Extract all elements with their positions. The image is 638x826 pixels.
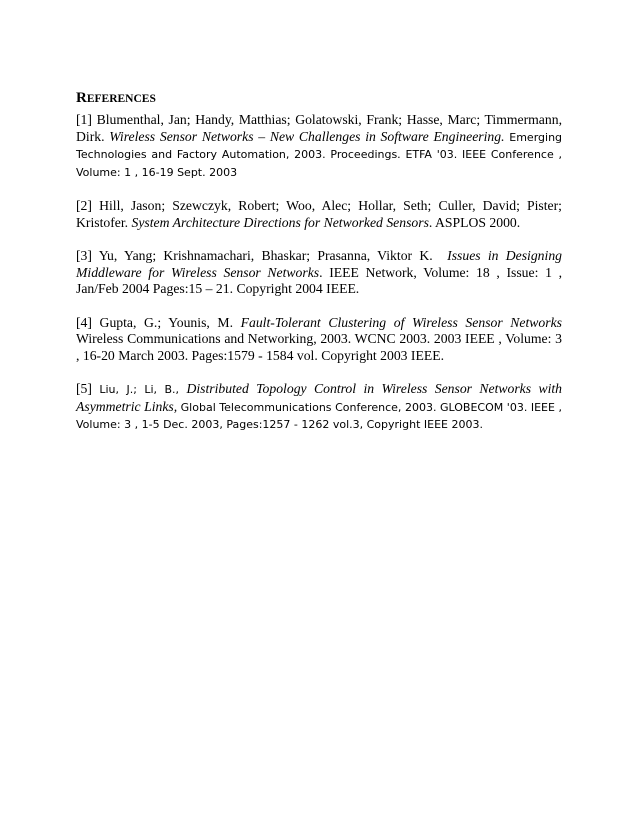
reference-3-venue: . IEEE Network, Volume: 18 , Issue: 1 , Jan/Feb 2004 Pages:15 – 21. Copyright 2004 IEEE. (76, 264, 562, 296)
reference-4-authors: [4] Gupta, G.; Younis, M. (76, 314, 234, 330)
reference-4-title: Fault-Tolerant Clustering of Wireless Sensor Networks (240, 314, 563, 330)
reference-4-venue: Wireless Communications and Networking, 2003. WCNC 2003. 2003 IEEE , Volume: 3 , 16-20 March 2003. Pages:1579 - 1584 vol. Copyright 2003 IEEE. (76, 331, 562, 363)
reference-3-authors: [3] Yu, Yang; Krishnamachari, Bhaskar; Prasanna, Viktor K. (76, 248, 433, 263)
reference-2-authors: [2] Hill, Jason; Szewczyk, Robert; Woo, Alec; Hollar, Seth; Culler, David; Pister; Kristofer. (76, 198, 562, 230)
reference-5-authors: Liu, J.; Li, B., (99, 383, 180, 396)
reference-2-venue: . ASPLOS 2000. (428, 214, 521, 230)
section-heading (76, 89, 562, 108)
reference-4 (76, 315, 562, 365)
reference-5-number: [5] (76, 381, 92, 396)
reference-5-title: Distributed Topology Control in Wireless Sensor Networks with Asymmetric Links, (76, 381, 563, 414)
reference-3-title: Issues in Designing Middleware for Wireless Sensor Networks (76, 248, 563, 280)
reference-1-authors: [1] Blumenthal, Jan; Handy, Matthias; Golatowski, Frank; Hasse, Marc; Timmermann, Dirk. (76, 112, 562, 144)
reference-2 (76, 198, 562, 231)
heading-rest: EFERENCES (86, 93, 156, 105)
heading-first-letter: R (76, 90, 87, 106)
references-section (76, 89, 562, 451)
reference-3 (76, 248, 562, 298)
reference-1 (76, 112, 562, 181)
reference-1-venue: Emerging Technologies and Factory Automation, 2003. Proceedings. ETFA '03. IEEE Conference , Volume: 1 , 16-19 Sept. 2003 (76, 130, 563, 179)
reference-5 (76, 381, 562, 434)
reference-2-title: System Architecture Directions for Networked Sensors (131, 214, 429, 230)
reference-1-title: Wireless Sensor Networks – New Challenges in Software Engineering. (109, 128, 505, 144)
reference-5-venue: Global Telecommunications Conference, 2003. GLOBECOM '03. IEEE , Volume: 3 , 1-5 Dec. 2003, Pages:1257 - 1262 vol.3, Copyright IEEE 2003. (76, 400, 563, 431)
